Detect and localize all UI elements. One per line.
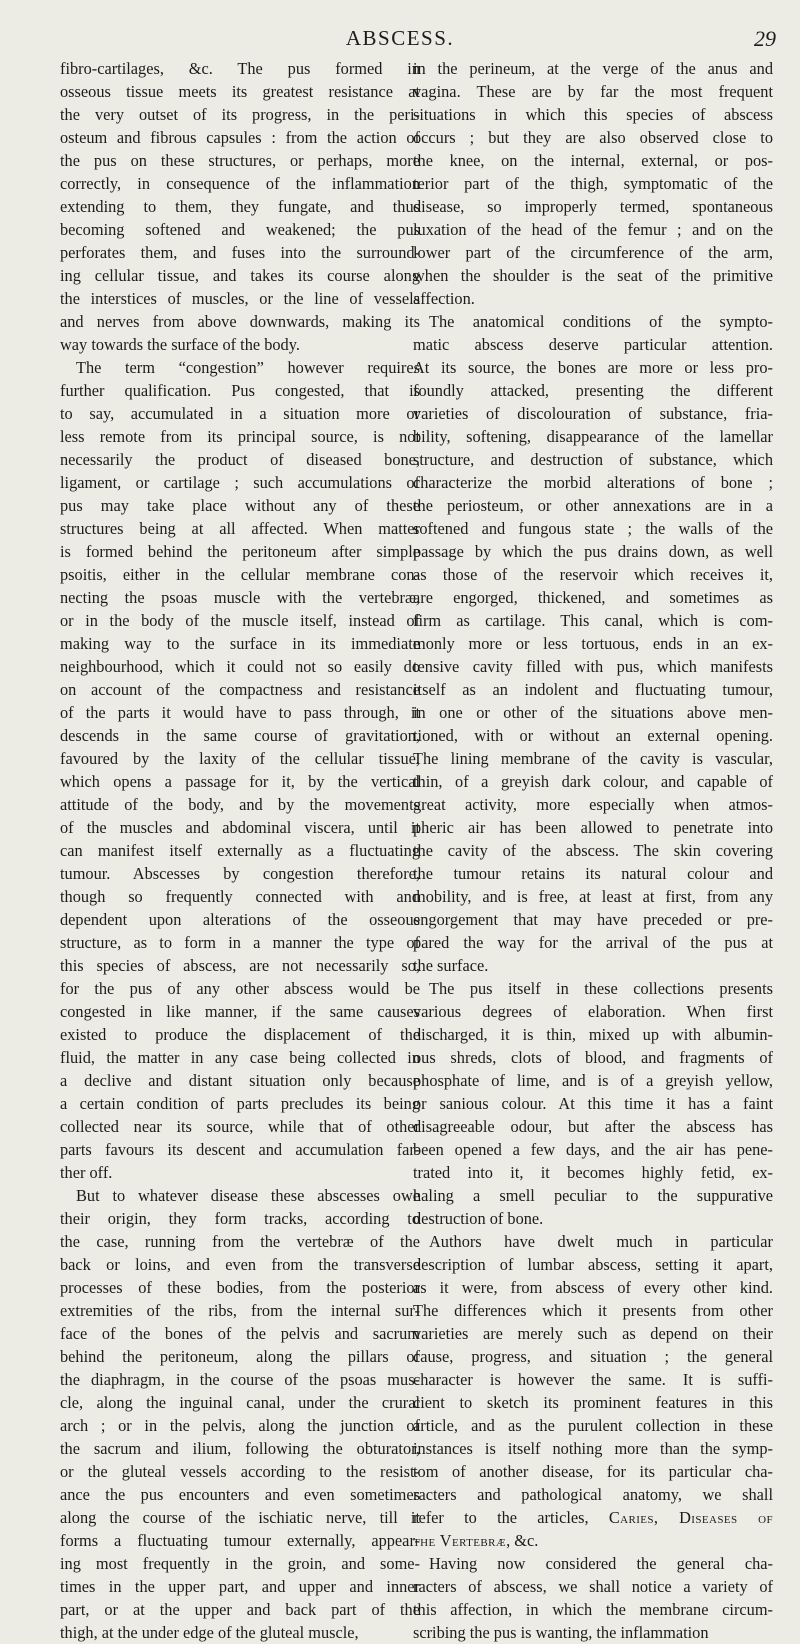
text-line: racters of abscess, we shall notice a variety of: [413, 1577, 773, 1596]
text-line: becoming softened and weakened; the pus: [60, 220, 420, 239]
text-line: extending to them, they fungate, and thus: [60, 197, 420, 216]
text-line: descends in the same course of gravitation,: [60, 726, 420, 745]
text-line: which opens a passage for it, by the vertical: [60, 772, 420, 791]
text-line: parts favours its descent and accumulation far-: [60, 1140, 420, 1159]
text-line: ous shreds, clots of blood, and fragments of: [413, 1048, 773, 1067]
text-line: the diaphragm, in the course of the psoas mus-: [60, 1370, 420, 1389]
text-line: the very outset of its progress, in the peri-: [60, 105, 420, 124]
text-line: The differences which it presents from other: [413, 1301, 773, 1320]
text-line: disease, so improperly termed, spontaneous: [413, 197, 773, 216]
text-line: ance the pus encounters and even sometimes: [60, 1485, 420, 1504]
text-line: engorgement that may have preceded or pre-: [413, 910, 773, 929]
text-line: various degrees of elaboration. When first: [413, 1002, 773, 1021]
text-line: to say, accumulated in a situation more or: [60, 404, 420, 423]
text-line: discharged, it is thin, mixed up with albumin-: [413, 1025, 773, 1044]
text-line: or the gluteal vessels according to the resist-: [60, 1462, 420, 1481]
text-line: The term “congestion” however requires: [76, 358, 420, 377]
text-line: phosphate of lime, and is of a greyish yellow,: [413, 1071, 773, 1090]
text-line: collected near its source, while that of other: [60, 1117, 420, 1136]
text-line: bility, softening, disappearance of the lamellar: [413, 427, 773, 446]
text-line: a declive and distant situation only because: [60, 1071, 420, 1090]
text-line: favoured by the laxity of the cellular tissue,: [60, 749, 420, 768]
text-line: along the course of the ischiatic nerve, till it: [60, 1508, 420, 1527]
text-line: back or loins, and even from the transverse: [60, 1255, 420, 1274]
text-line: way towards the surface of the body.: [60, 335, 300, 354]
text-line: the tumour retains its natural colour and: [413, 864, 773, 883]
text-line: this species of abscess, are not necessarily so,: [60, 956, 420, 975]
text-line: further qualification. Pus congested, that is: [60, 381, 420, 400]
text-line: are engorged, thickened, and sometimes as: [413, 588, 773, 607]
text-line: is formed behind the peritoneum after simple: [60, 542, 420, 561]
text-line: behind the peritoneum, along the pillars of: [60, 1347, 420, 1366]
text-line: when the shoulder is the seat of the primitive: [413, 266, 773, 285]
text-line: cause, progress, and situation ; the general: [413, 1347, 773, 1366]
text-line: perforates them, and fuses into the surround-: [60, 243, 420, 262]
text-line: necessarily the product of diseased bone,: [60, 450, 420, 469]
text-line: or in the body of the muscle itself, instead of: [60, 611, 420, 630]
text-line: characterize the morbid alterations of bone ;: [413, 473, 773, 492]
text-line: vagina. These are by far the most frequent: [413, 82, 773, 101]
paragraph: [413, 977, 773, 1230]
text-line: tioned, with or without an external opening.: [413, 726, 773, 745]
text-line: the Vertebræ, &c.: [413, 1531, 539, 1550]
paragraph: [413, 1230, 773, 1552]
text-line: pared the way for the arrival of the pus at: [413, 933, 773, 952]
text-line: structure, as to form in a manner the type of: [60, 933, 420, 952]
text-line: monly more or less tortuous, ends in an ex-: [413, 634, 773, 653]
text-line: dependent upon alterations of the osseous: [60, 910, 420, 929]
text-line: ligament, or cartilage ; such accumulations of: [60, 473, 420, 492]
text-line: But to whatever disease these abscesses owe: [76, 1186, 420, 1205]
text-line: lower part of the circumference of the arm,: [413, 243, 773, 262]
text-line: or sanious colour. At this time it has a faint: [413, 1094, 773, 1113]
text-line: great activity, more especially when atmos-: [413, 795, 773, 814]
page-header: [0, 0, 800, 60]
text-line: The pus itself in these collections presents: [429, 979, 773, 998]
text-line: situations in which this species of abscess: [413, 105, 773, 124]
text-line: cient to sketch its prominent features in this: [413, 1393, 773, 1412]
paragraph: [60, 356, 420, 1184]
text-line: this affection, in which the membrane circum-: [413, 1600, 773, 1619]
text-line: the surface.: [413, 956, 489, 975]
text-line: tumour. Abscesses by congestion therefore,: [60, 864, 420, 883]
text-line: their origin, they form tracks, according to: [60, 1209, 420, 1228]
text-line: and nerves from above downwards, making its: [60, 312, 420, 331]
text-line: The lining membrane of the cavity is vascular,: [413, 749, 773, 768]
text-line: destruction of bone.: [413, 1209, 544, 1228]
page-number: 29: [754, 26, 776, 51]
text-line: Having now considered the general cha-: [429, 1554, 773, 1573]
text-line: occurs ; but they are also observed close to: [413, 128, 773, 147]
text-line: the case, running from the vertebræ of the: [60, 1232, 420, 1251]
text-line: the knee, on the internal, external, or pos-: [413, 151, 773, 170]
text-line: Authors have dwelt much in particular: [429, 1232, 773, 1251]
cross-reference: Caries, Diseases of: [608, 1508, 773, 1527]
paragraph: [60, 57, 420, 356]
text-line: varieties of discolouration of substance, fria-: [413, 404, 773, 423]
text-line: matic abscess deserve particular attention.: [413, 335, 773, 354]
text-line: making way to the surface in its immediate: [60, 634, 420, 653]
text-line: psoitis, either in the cellular membrane con-: [60, 565, 420, 584]
text-line: fibro-cartilages, &c. The pus formed in: [60, 59, 420, 78]
text-line: ther off.: [60, 1163, 113, 1182]
text-line: can manifest itself externally as a fluctuating: [60, 841, 420, 860]
text-line: less remote from its principal source, is not: [60, 427, 420, 446]
text-line: thin, of a greyish dark colour, and capable of: [413, 772, 773, 791]
text-line: cle, along the inguinal canal, under the crural: [60, 1393, 420, 1412]
text-line: At its source, the bones are more or less pro-: [413, 358, 773, 377]
text-line: varieties are merely such as depend on their: [413, 1324, 773, 1343]
text-line: ing cellular tissue, and takes its course along: [60, 266, 420, 285]
text-line: osseous tissue meets its greatest resistance at: [60, 82, 420, 101]
text-line: extremities of the ribs, from the internal sur-: [60, 1301, 420, 1320]
text-line: in one or other of the situations above men-: [413, 703, 773, 722]
text-line: terior part of the thigh, symptomatic of the: [413, 174, 773, 193]
text-line: refer to the articles, Caries, Diseases of: [413, 1508, 773, 1527]
text-line: the periosteum, or other annexations are in a: [413, 496, 773, 515]
text-line: arch ; or in the pelvis, along the junction of: [60, 1416, 420, 1435]
text-line: forms a fluctuating tumour externally, appear-: [60, 1531, 420, 1550]
text-line: luxation of the head of the femur ; and on the: [413, 220, 773, 239]
text-line: pheric air has been allowed to penetrate into: [413, 818, 773, 837]
text-line: racters and pathological anatomy, we shall: [413, 1485, 773, 1504]
text-line: osteum and fibrous capsules : from the action of: [60, 128, 420, 147]
text-line: part, or at the upper and back part of the: [60, 1600, 420, 1619]
text-line: description of lumbar abscess, setting it apart,: [413, 1255, 773, 1274]
left-text-column: [60, 57, 420, 1644]
text-line: the cavity of the abscess. The skin covering: [413, 841, 773, 860]
text-line: existed to produce the displacement of the: [60, 1025, 420, 1044]
text-line: instances is itself nothing more than the symp-: [413, 1439, 773, 1458]
text-line: firm as cartilage. This canal, which is com-: [413, 611, 773, 630]
text-line: The anatomical conditions of the sympto-: [429, 312, 773, 331]
text-line: mobility, and is free, at least at first, from any: [413, 887, 773, 906]
text-line: structures being at all affected. When matter: [60, 519, 420, 538]
text-line: tom of another disease, for its particular cha-: [413, 1462, 773, 1481]
text-line: a certain condition of parts precludes its being: [60, 1094, 420, 1113]
text-line: pus may take place without any of these: [60, 496, 420, 515]
text-line: fluid, the matter in any case being collected in: [60, 1048, 420, 1067]
right-text-column: [413, 57, 773, 1644]
text-line: affection.: [413, 289, 475, 308]
text-line: foundly attacked, presenting the different: [413, 381, 773, 400]
text-line: necting the psoas muscle with the vertebræ,: [60, 588, 420, 607]
text-line: passage by which the pus drains down, as well: [413, 542, 773, 561]
text-line: neighbourhood, which it could not so easily do: [60, 657, 420, 676]
paragraph: [60, 1184, 420, 1644]
cross-reference: the Vertebræ: [413, 1531, 507, 1550]
text-line: correctly, in consequence of the inflammation: [60, 174, 420, 193]
text-line: on account of the compactness and resistance: [60, 680, 420, 699]
text-line: been opened a few days, and the air has pene-: [413, 1140, 773, 1159]
text-line: softened and fungous state ; the walls of the: [413, 519, 773, 538]
running-title: ABSCESS.: [345, 26, 455, 50]
text-line: of the parts it would have to pass through, it: [60, 703, 420, 722]
text-line: character is however the same. It is suffi-: [413, 1370, 773, 1389]
text-line: the sacrum and ilium, following the obturator,: [60, 1439, 420, 1458]
text-line: as it were, from abscess of every other kind.: [413, 1278, 773, 1297]
text-line: congested in like manner, if the same causes: [60, 1002, 420, 1021]
text-line: article, and as the purulent collection in these: [413, 1416, 773, 1435]
text-line: of the muscles and abdominal viscera, until it: [60, 818, 420, 837]
text-line: face of the bones of the pelvis and sacrum: [60, 1324, 420, 1343]
text-line: trated into it, it becomes highly fetid, ex-: [413, 1163, 773, 1182]
text-line: disagreeable odour, but after the abscess has: [413, 1117, 773, 1136]
text-line: for the pus of any other abscess would be: [60, 979, 420, 998]
text-line: the interstices of muscles, or the line of vessels: [60, 289, 420, 308]
paragraph: [413, 57, 773, 310]
text-line: thigh, at the under edge of the gluteal muscle,: [60, 1623, 359, 1642]
text-line: tensive cavity filled with pus, which manifests: [413, 657, 773, 676]
text-line: processes of these bodies, from the posterior: [60, 1278, 420, 1297]
text-line: attitude of the body, and by the movements: [60, 795, 420, 814]
text-line: scribing the pus is wanting, the inflammation: [413, 1623, 709, 1642]
text-line: as those of the reservoir which receives it,: [413, 565, 773, 584]
text-line: the pus on these structures, or perhaps, more: [60, 151, 420, 170]
text-line: structure, and destruction of substance, which: [413, 450, 773, 469]
text-line: though so frequently connected with and: [60, 887, 420, 906]
text-line: times in the upper part, and upper and inner: [60, 1577, 420, 1596]
paragraph: [413, 1552, 773, 1644]
paragraph: [413, 310, 773, 977]
text-line: itself as an indolent and fluctuating tumour,: [413, 680, 773, 699]
text-line: in the perineum, at the verge of the anus and: [413, 59, 773, 78]
text-line: ing most frequently in the groin, and some-: [60, 1554, 420, 1573]
text-line: haling a smell peculiar to the suppurative: [413, 1186, 773, 1205]
